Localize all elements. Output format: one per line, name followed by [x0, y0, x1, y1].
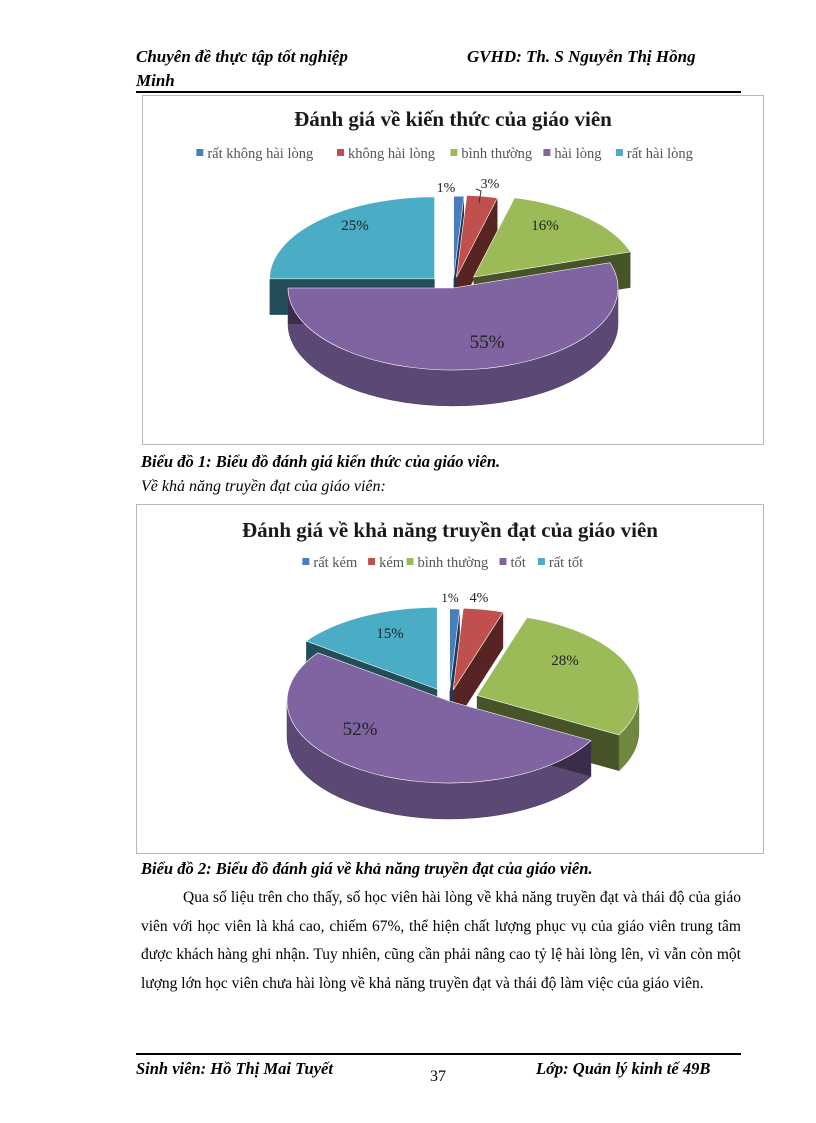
header-rule [136, 91, 741, 93]
legend-swatch-2 [337, 149, 344, 156]
data-label-2: 4% [469, 591, 489, 606]
chart-2-caption: Biểu đồ 2: Biểu đồ đánh giá về khả năng truyền đạt của giáo viên. [141, 859, 593, 878]
legend-swatch-1 [302, 558, 309, 565]
legend-swatch-3 [450, 149, 457, 156]
data-label-5: 15% [376, 626, 404, 642]
legend-swatch-4 [543, 149, 550, 156]
data-label-2: 3% [480, 177, 500, 192]
legend-label-5: rất hài lòng [626, 146, 693, 162]
footer-rule [136, 1053, 741, 1055]
data-label-3: 28% [551, 653, 579, 669]
slice-5 [270, 197, 435, 279]
legend-swatch-5 [538, 558, 545, 565]
legend-label-1: rất kém [313, 555, 358, 571]
header-left-line1: Chuyên đề thực tập tốt nghiệp [136, 47, 348, 66]
intro-text: Về khả năng truyền đạt của giáo viên: [141, 478, 386, 495]
legend-label-4: hài lòng [554, 146, 602, 162]
data-label-4: 55% [469, 332, 505, 353]
data-label-5: 25% [341, 218, 369, 234]
header-left-line2: Minh [136, 71, 175, 90]
legend-swatch-2 [368, 558, 375, 565]
data-label-3: 16% [531, 218, 559, 234]
footer-left: Sinh viên: Hồ Thị Mai Tuyết [136, 1059, 333, 1078]
legend-swatch-1 [196, 149, 203, 156]
legend-label-1: rất không hài lòng [207, 146, 314, 162]
page-number: 37 [430, 1068, 446, 1085]
chart-2-svg [137, 505, 763, 853]
legend-label-4: tốt [510, 555, 526, 571]
chart-title: Đánh giá về khả năng truyền đạt của giáo viên [242, 518, 658, 542]
chart-1-svg [143, 96, 763, 444]
legend-label-3: bình thường [461, 146, 533, 162]
header-right: GVHD: Th. S Nguyễn Thị Hồng [467, 47, 696, 66]
legend-swatch-5 [616, 149, 623, 156]
chart-1-caption: Biểu đồ 1: Biểu đồ đánh giá kiến thức của giáo viên. [141, 452, 501, 471]
chart-2 [136, 504, 764, 854]
legend-swatch-3 [407, 558, 414, 565]
chart-title: Đánh giá về kiến thức của giáo viên [294, 107, 612, 131]
chart-1 [142, 95, 764, 445]
data-label-1: 1% [441, 590, 459, 605]
legend-label-2: không hài lòng [347, 146, 435, 162]
legend-label-2: kém [379, 555, 405, 571]
legend-label-5: rất tốt [548, 555, 584, 571]
footer-right: Lớp: Quản lý kinh tế 49B [536, 1059, 711, 1078]
data-label-4: 52% [342, 719, 378, 740]
body-paragraph: Qua số liệu trên cho thấy, số học viên hài lòng về khả năng truyền đạt và thái độ của giáo viên với học viên là khá cao, chiếm 67%, thể hiện chất lượng phục vụ của giáo viên trung tâm được khách hàng ghi nhận. Tuy nhiên, cũng cần phải nâng cao tỷ lệ hài lòng lên, vì vẫn còn một lượng lớn học viên chưa hài lòng về khả năng truyền đạt và thái độ làm việc của giáo viên. [141, 889, 741, 992]
data-label-1: 1% [436, 181, 456, 196]
legend-label-3: bình thường [417, 555, 489, 571]
legend-swatch-4 [499, 558, 506, 565]
